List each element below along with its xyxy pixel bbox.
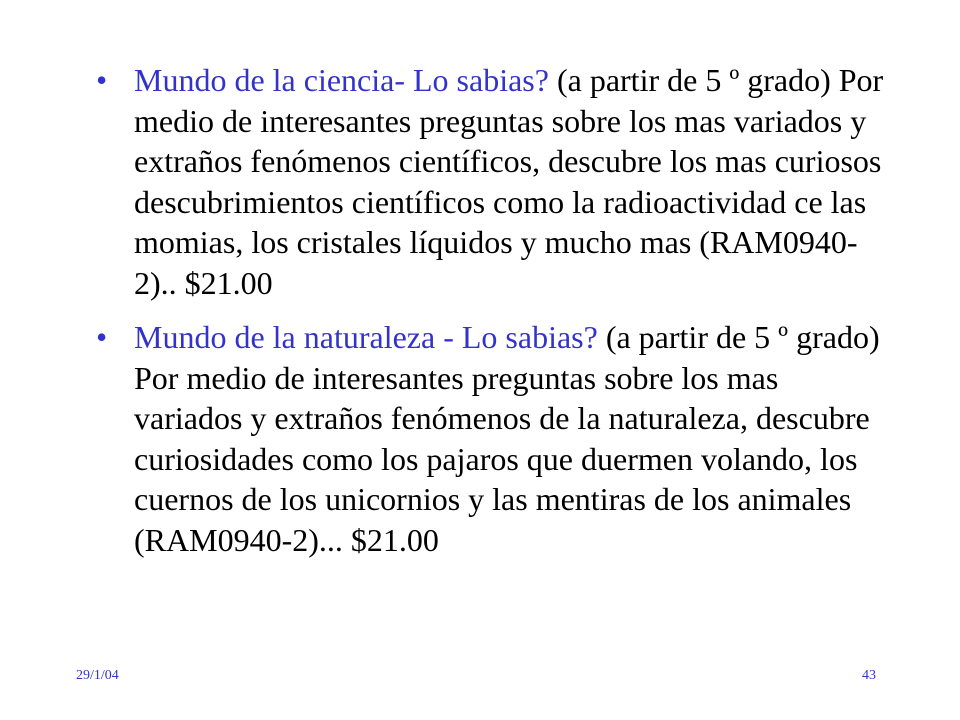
bullet-dot-icon: • [96, 62, 108, 98]
footer-date: 29/1/04 [76, 668, 119, 683]
bullet-item-naturaleza [96, 317, 886, 560]
bullet-title: Mundo de la naturaleza - Lo sabias? [134, 319, 598, 355]
bullet-dot-icon: • [96, 319, 108, 355]
bullet-body: (a partir de 5 º grado) Por medio de interesantes preguntas sobre los mas variados y extraños fenómenos científicos, descubre los mas curiosos descubrimientos científicos como la radioactividad ce las momias, los cristales líquidos y mucho mas (RAM0940-2).. $21.00 [134, 62, 884, 301]
bullet-body: (a partir de 5 º grado) Por medio de interesantes preguntas sobre los mas variados y extraños fenómenos de la naturaleza, descubre curiosidades como los pajaros que duermen volando, los cuernos de los unicornios y las mentiras de los animales (RAM0940-2)... $21.00 [134, 319, 880, 558]
slide-content [96, 60, 886, 574]
bullet-title: Mundo de la ciencia- Lo sabias? [134, 62, 549, 98]
footer-page-number: 43 [862, 668, 876, 683]
bullet-item-ciencia [96, 60, 886, 303]
